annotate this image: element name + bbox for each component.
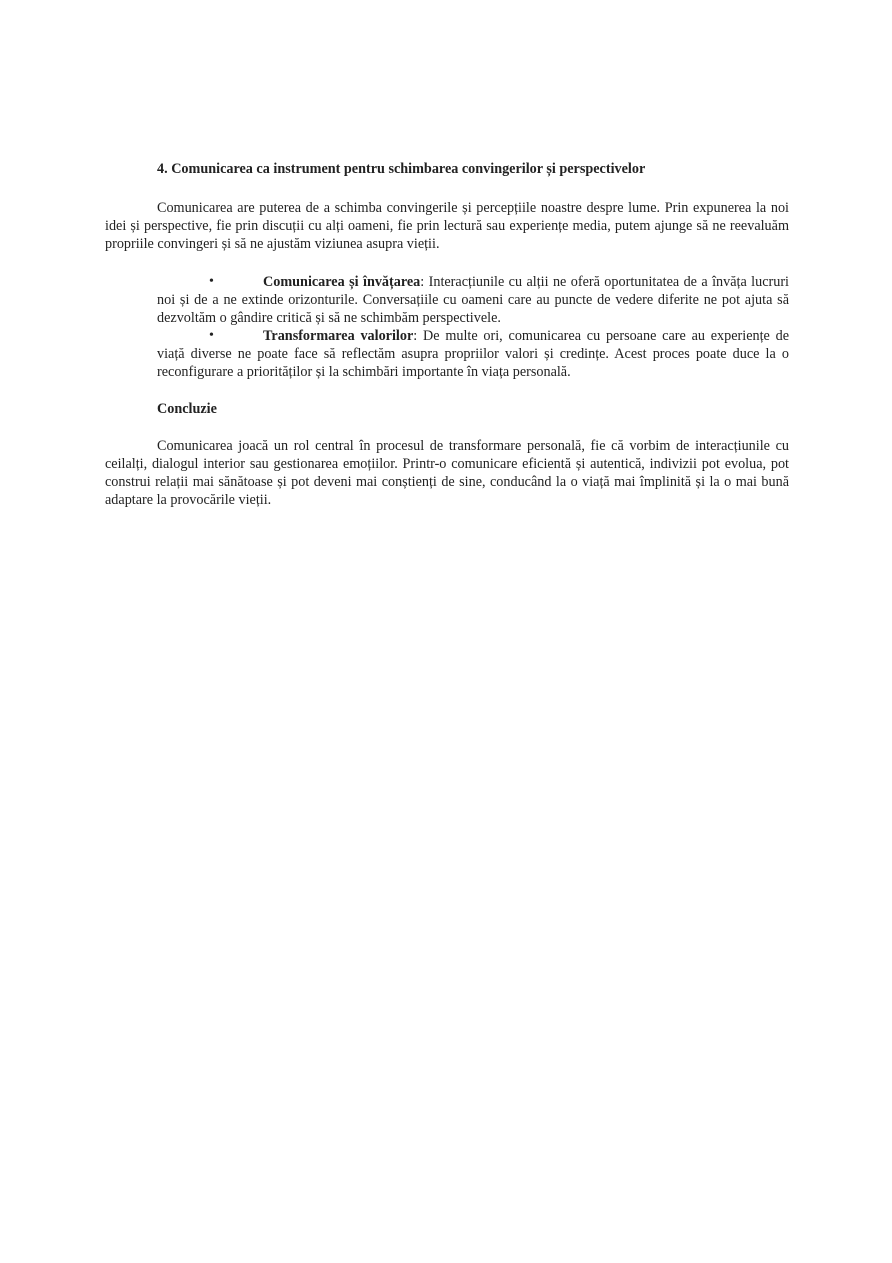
bullet-icon: • — [209, 328, 214, 343]
bullet-text: : Interacțiunile cu alții ne oferă oportunitatea de a învăța lucruri noi și de a ne extinde orizonturile. Conversațiile cu oameni care au puncte de vedere diferite ne pot ajuta să dezvoltăm o gândire critică și să ne schimbăm perspectivele. — [157, 274, 789, 326]
bullet-icon: • — [209, 274, 214, 289]
conclusion-heading: Concluzie — [157, 401, 217, 417]
document-body — [105, 160, 789, 509]
bullet-text: : De multe ori, comunicarea cu persoane care au experiențe de viață diverse ne poate face să reflectăm asupra propriilor valori și credințe. Acest proces poate duce la o reconfigurare a priorităților și la schimbări importante în viața personală. — [157, 328, 790, 380]
bullet-term: Comunicarea și învățarea — [263, 274, 421, 290]
bullet-term: Transformarea valorilor — [263, 328, 414, 344]
conclusion-paragraph: Comunicarea joacă un rol central în procesul de transformare personală, fie că vorbim de interacțiunile cu ceilalți, dialogul interior sau gestionarea emoțiilor. Printr-o comunicare eficientă și autentică, indivizii pot evolua, pot construi relații mai sănătoase și pot deveni mai conștienți de sine, conducând la o viață mai împlinită și la o mai bună adaptare la provocările vieții. — [105, 438, 789, 508]
section-heading: 4. Comunicarea ca instrument pentru schimbarea convingerilor și perspectivelor — [157, 161, 646, 177]
section-intro-paragraph: Comunicarea are puterea de a schimba convingerile și percepțiile noastre despre lume. Prin expunerea la noi idei și perspective, fie prin discuții cu alți oameni, fie prin lectură sau experiențe media, putem ajunge să ne reevaluăm propriile convingeri și să ne ajustăm viziunea asupra vieții. — [105, 200, 789, 252]
bullet-list — [105, 273, 789, 381]
list-item — [157, 327, 789, 381]
list-item — [157, 273, 789, 327]
